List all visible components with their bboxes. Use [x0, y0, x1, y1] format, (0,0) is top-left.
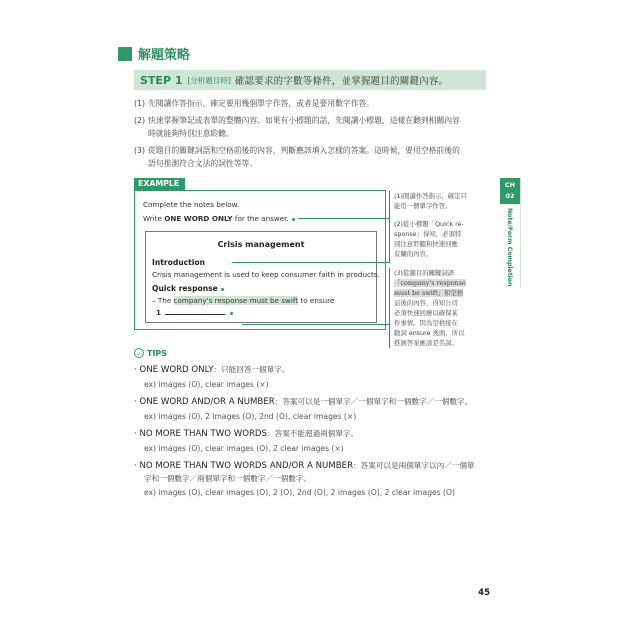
- section-title-text: 解題策略: [138, 48, 191, 63]
- margin-note-1: [394, 191, 492, 211]
- intro-text: Crisis management is used to keep consumer faith in products.: [152, 270, 380, 279]
- tip-head: NO MORE THAN TWO WORDS: [139, 429, 268, 439]
- instruction-text: for the answer.: [232, 214, 289, 223]
- tip-item-3: · NO MORE THAN TWO WORDS：答案不能超過兩個單字。: [134, 429, 359, 439]
- note-line: (3)從題目的關鍵詞語: [394, 269, 455, 277]
- margin-note-3: [394, 268, 492, 348]
- tip-example-3: ex) images (O), clear images (O), 2 clear images (×): [144, 444, 344, 453]
- instruction-line: 快速掌握筆記或表單的整體內容。如果有小標題的話，先閱讀小標題，這樣在聽到相關內容: [148, 116, 460, 125]
- tip-desc: ：答案可以是兩個單字以內／一個單: [353, 461, 475, 470]
- tip-desc: ：答案不能超過兩個單字。: [267, 429, 359, 438]
- note-line: 有關的內容。: [394, 250, 433, 258]
- note-line: sponse」得知，必須特: [394, 230, 462, 238]
- example-instruction-1: Complete the notes below.: [143, 200, 240, 209]
- tip-desc: ：答案可以是一個單字／一個單字和一個數字／一個數字。: [274, 397, 473, 406]
- tip-desc: ：只能回答一個單字。: [213, 365, 290, 374]
- instruction-item-3: [134, 144, 494, 170]
- instruction-emphasis: ONE WORD ONLY: [164, 214, 233, 223]
- instruction-text: Write: [143, 214, 165, 223]
- section-title: [118, 44, 190, 63]
- note-bracket: [389, 191, 390, 221]
- note-line-highlight: 「company's response: [394, 279, 466, 287]
- example-label: EXAMPLE: [134, 178, 185, 191]
- quick-response-highlight: company's response must be swift: [173, 296, 299, 305]
- connector-line: [232, 262, 390, 263]
- annotation-dot-icon: [292, 218, 295, 221]
- note-line: 能用一個單字作答。: [394, 202, 452, 210]
- quick-response-heading-text: Quick response: [152, 284, 218, 293]
- blank-end: .: [225, 308, 228, 317]
- quick-response-line: [152, 296, 334, 305]
- margin-note-2: [394, 219, 492, 259]
- intro-heading: Introduction: [152, 258, 206, 267]
- tip-continuation-4: 字和一個數字／兩個單字和一個數字／一個數字。: [144, 474, 312, 483]
- notes-title: Crisis management: [217, 240, 305, 249]
- notes-box: [145, 231, 380, 323]
- step-bar: [134, 70, 486, 90]
- note-bracket: [389, 219, 390, 263]
- tip-example-4: ex) images (O), clear images (O), 2 (O), 2nd (O), 2 images (O), 2 clear images (O): [144, 488, 455, 497]
- note-line: 前後的內容，得知公司: [394, 299, 458, 307]
- connector-line: [298, 218, 390, 219]
- instruction-line: 從題目的關鍵詞語和空格前後的內容，判斷應該填入怎樣的答案。這時候，要用空格前後的: [148, 146, 460, 155]
- tips-label: TIPS: [147, 348, 168, 358]
- note-line: 件事情。因為空格接在: [394, 319, 458, 327]
- step-number: STEP 1: [140, 73, 183, 87]
- note-line: 動詞 ensure 後面，所以: [394, 329, 465, 337]
- answer-blank: [165, 308, 228, 317]
- tip-example-2: ex) images (O), 2 images (O), 2nd (O), clear images (×): [144, 412, 357, 421]
- example-box: [134, 190, 386, 330]
- step-tag: [分析題目時]: [187, 75, 231, 85]
- note-line-highlight: must be swift」和空格: [394, 289, 464, 297]
- chapter-tab: [500, 178, 520, 204]
- blank-number: 1: [156, 308, 162, 317]
- example-panel: [134, 178, 386, 330]
- tip-head: ONE WORD AND/OR A NUMBER: [139, 397, 275, 407]
- instruction-line: 時就能夠特別注意聆聽。: [148, 129, 234, 138]
- quick-response-suffix: to ensure: [298, 296, 335, 305]
- tips-heading: [134, 348, 167, 358]
- quick-response-prefix: – The: [152, 296, 174, 305]
- instruction-number: (3): [134, 146, 146, 155]
- note-bracket: [389, 268, 390, 348]
- instruction-item-2: [134, 114, 494, 140]
- instruction-number: (1): [134, 99, 146, 108]
- annotation-dot-icon: [221, 288, 224, 291]
- annotation-dot-icon: [230, 312, 233, 315]
- note-line: (2)從小標題「Quick re-: [394, 220, 464, 228]
- section-square-icon: [118, 47, 132, 61]
- tip-head: NO MORE THAN TWO WORDS AND/OR A NUMBER: [139, 461, 354, 471]
- note-line: 推測答案應該是名詞。: [394, 339, 458, 347]
- tip-item-4: · NO MORE THAN TWO WORDS AND/OR A NUMBER：答案可以是兩個單字以內／一個單: [134, 461, 475, 471]
- connector-line: [242, 324, 390, 325]
- tip-example-1: ex) images (O), clear images (×): [144, 380, 269, 389]
- instruction-line: 先閱讀作答指示，確定要用幾個單字作答，或者是要用數字作答。: [148, 99, 375, 108]
- instruction-item-1: [134, 97, 494, 110]
- chapter-side-title-text: Note/Form Completion: [506, 208, 513, 287]
- side-divider: [520, 178, 521, 288]
- instruction-number: (2): [134, 116, 146, 125]
- answer-blank-line: [156, 308, 233, 317]
- quick-response-heading: [152, 284, 224, 293]
- chapter-side-title: [500, 208, 520, 288]
- chapter-tab-label: CH: [504, 181, 516, 189]
- note-line: 必須快速回應以確保某: [394, 309, 458, 317]
- step-text: 確認要求的字數等條件，並掌握題目的關鍵內容。: [234, 76, 449, 87]
- lightbulb-icon: ✓: [134, 348, 144, 358]
- example-instruction-2: [143, 214, 295, 223]
- tip-item-2: · ONE WORD AND/OR A NUMBER：答案可以是一個單字／一個單字和一個數字／一個數字。: [134, 397, 473, 407]
- note-line: (1)閱讀作答指示，確定只: [394, 192, 467, 200]
- chapter-tab-number: 02: [505, 192, 515, 200]
- note-line: 別注意聆聽和快速回應: [394, 240, 458, 248]
- tip-head: ONE WORD ONLY: [139, 365, 214, 375]
- page-number: 45: [478, 588, 490, 598]
- tip-item-1: · ONE WORD ONLY：只能回答一個單字。: [134, 365, 290, 375]
- instruction-line: 語句推測符合文法的詞性等等。: [148, 159, 258, 168]
